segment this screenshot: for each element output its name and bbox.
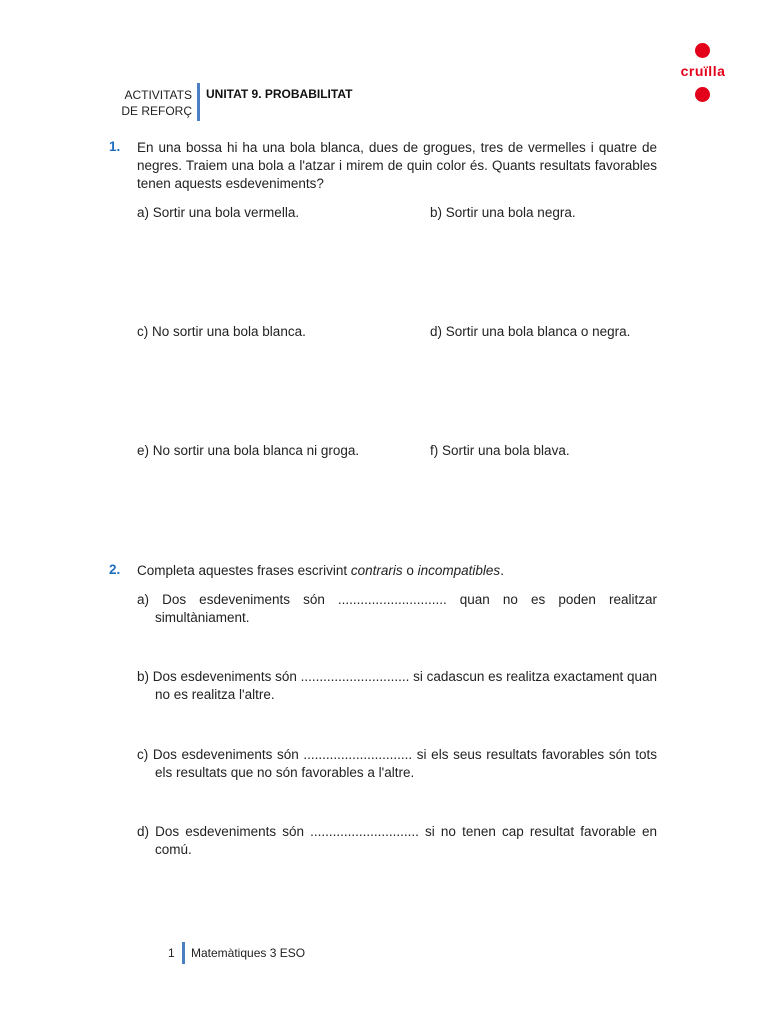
question-2-item-c: c) Dos esdeveniments són ............................. si els seus resultats favorables són tots els resultats que no són favorables a l'altre. (137, 747, 657, 780)
section-label (100, 87, 192, 119)
question-2-intro-suffix: . (500, 563, 504, 578)
question-1-item-e: e) No sortir una bola blanca ni groga. (137, 443, 360, 458)
question-1-item-f: f) Sortir una bola blava. (430, 443, 570, 458)
page-number: 1 (168, 946, 175, 960)
question-2-intro-mid: o (402, 563, 418, 578)
question-1-item-a: a) Sortir una bola vermella. (137, 205, 300, 220)
question-2-item-d: d) Dos esdeveniments són ............................. si no tenen cap resultat favorable en comú. (137, 824, 657, 857)
question-2-item-a: a) Dos esdeveniments són ............................. quan no es poden realitzar simultàniament. (137, 592, 657, 625)
footer-subject: Matemàtiques 3 ESO (191, 946, 306, 960)
question-1-item-c: c) No sortir una bola blanca. (137, 324, 306, 339)
question-2-intro-prefix: Completa aquestes frases escrivint (137, 563, 351, 578)
section-label-line1: ACTIVITATS (124, 88, 192, 102)
logo-dot-top (695, 43, 710, 58)
question-2-intro (137, 562, 504, 580)
question-1-item-d: d) Sortir una bola blanca o negra. (430, 324, 631, 339)
question-2-item-b: b) Dos esdeveniments són ............................. si cadascun es realitza exactament quan no es realitza l'altre. (137, 669, 657, 702)
question-1-text: En una bossa hi ha una bola blanca, dues de grogues, tres de vermelles i quatre de negres. Traiem una bola a l'atzar i mirem de quin color és. Quants resultats favorables tenen aquests esdeveniments? (137, 140, 657, 191)
header-divider (197, 83, 200, 121)
question-1-item-b: b) Sortir una bola negra. (430, 205, 576, 220)
logo-dot-bottom (695, 87, 710, 102)
unit-title: UNITAT 9. PROBABILITAT (206, 87, 353, 101)
question-2-word-incompatibles: incompatibles (417, 563, 501, 578)
question-1-number: 1. (109, 139, 121, 154)
logo-text: cruïlla (680, 63, 726, 79)
footer-divider (182, 942, 185, 964)
question-2-number: 2. (109, 562, 121, 577)
section-label-line2: DE REFORÇ (121, 104, 192, 118)
question-2-word-contraris: contraris (350, 563, 403, 578)
